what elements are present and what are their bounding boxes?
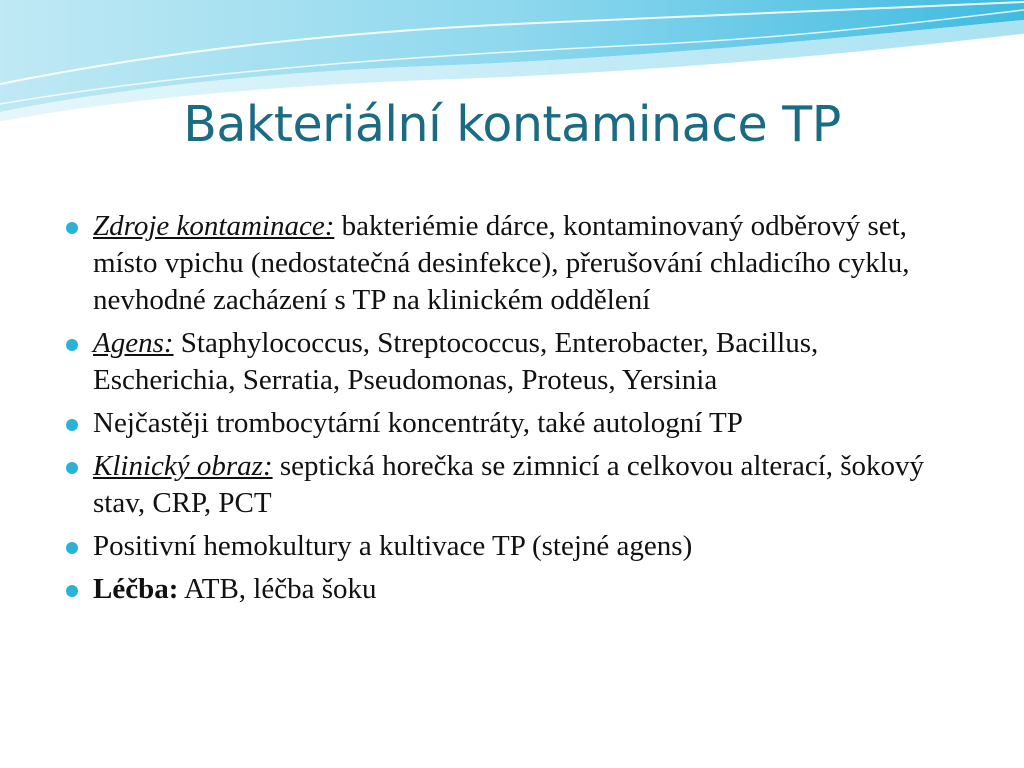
bullet-lead: Klinický obraz: [93,450,273,482]
bullet-item [66,448,966,522]
bullet-lead: Agens: [93,327,174,359]
bullet-text: ATB, léčba šoku [178,573,377,605]
bullet-text: Staphylococcus, Streptococcus, Enterobacter, Bacillus, Escherichia, Serratia, Pseudomonas, Proteus, Yersinia [93,327,819,396]
bullet-dot-icon [66,462,78,474]
bullet-text: septická horečka se zimnicí a celkovou alterací, šokový stav, CRP, PCT [93,450,925,519]
slide-title: Bakteriální kontaminace TP [183,96,841,153]
bullet-item [66,325,966,399]
bullet-dot-icon [66,222,78,234]
bullet-text: bakteriémie dárce, kontaminovaný odběrový set, místo vpichu (nedostatečná desinfekce), přerušování chladicího cyklu, nevhodné zacházení s TP na klinickém oddělení [93,210,910,316]
bullet-text: Nejčastěji trombocytární koncentráty, také autologní TP [93,407,743,439]
bullet-item [66,528,966,565]
bullet-list [66,208,966,614]
bullet-dot-icon [66,339,78,351]
bullet-dot-icon [66,419,78,431]
bullet-lead: Zdroje kontaminace: [93,210,335,242]
bullet-lead-bold: Léčba: [93,573,179,605]
bullet-dot-icon [66,542,78,554]
bullet-item [66,405,966,442]
bullet-text: Positivní hemokultury a kultivace TP (stejné agens) [93,530,693,562]
bullet-dot-icon [66,585,78,597]
bullet-item [66,571,966,608]
bullet-item [66,208,966,319]
